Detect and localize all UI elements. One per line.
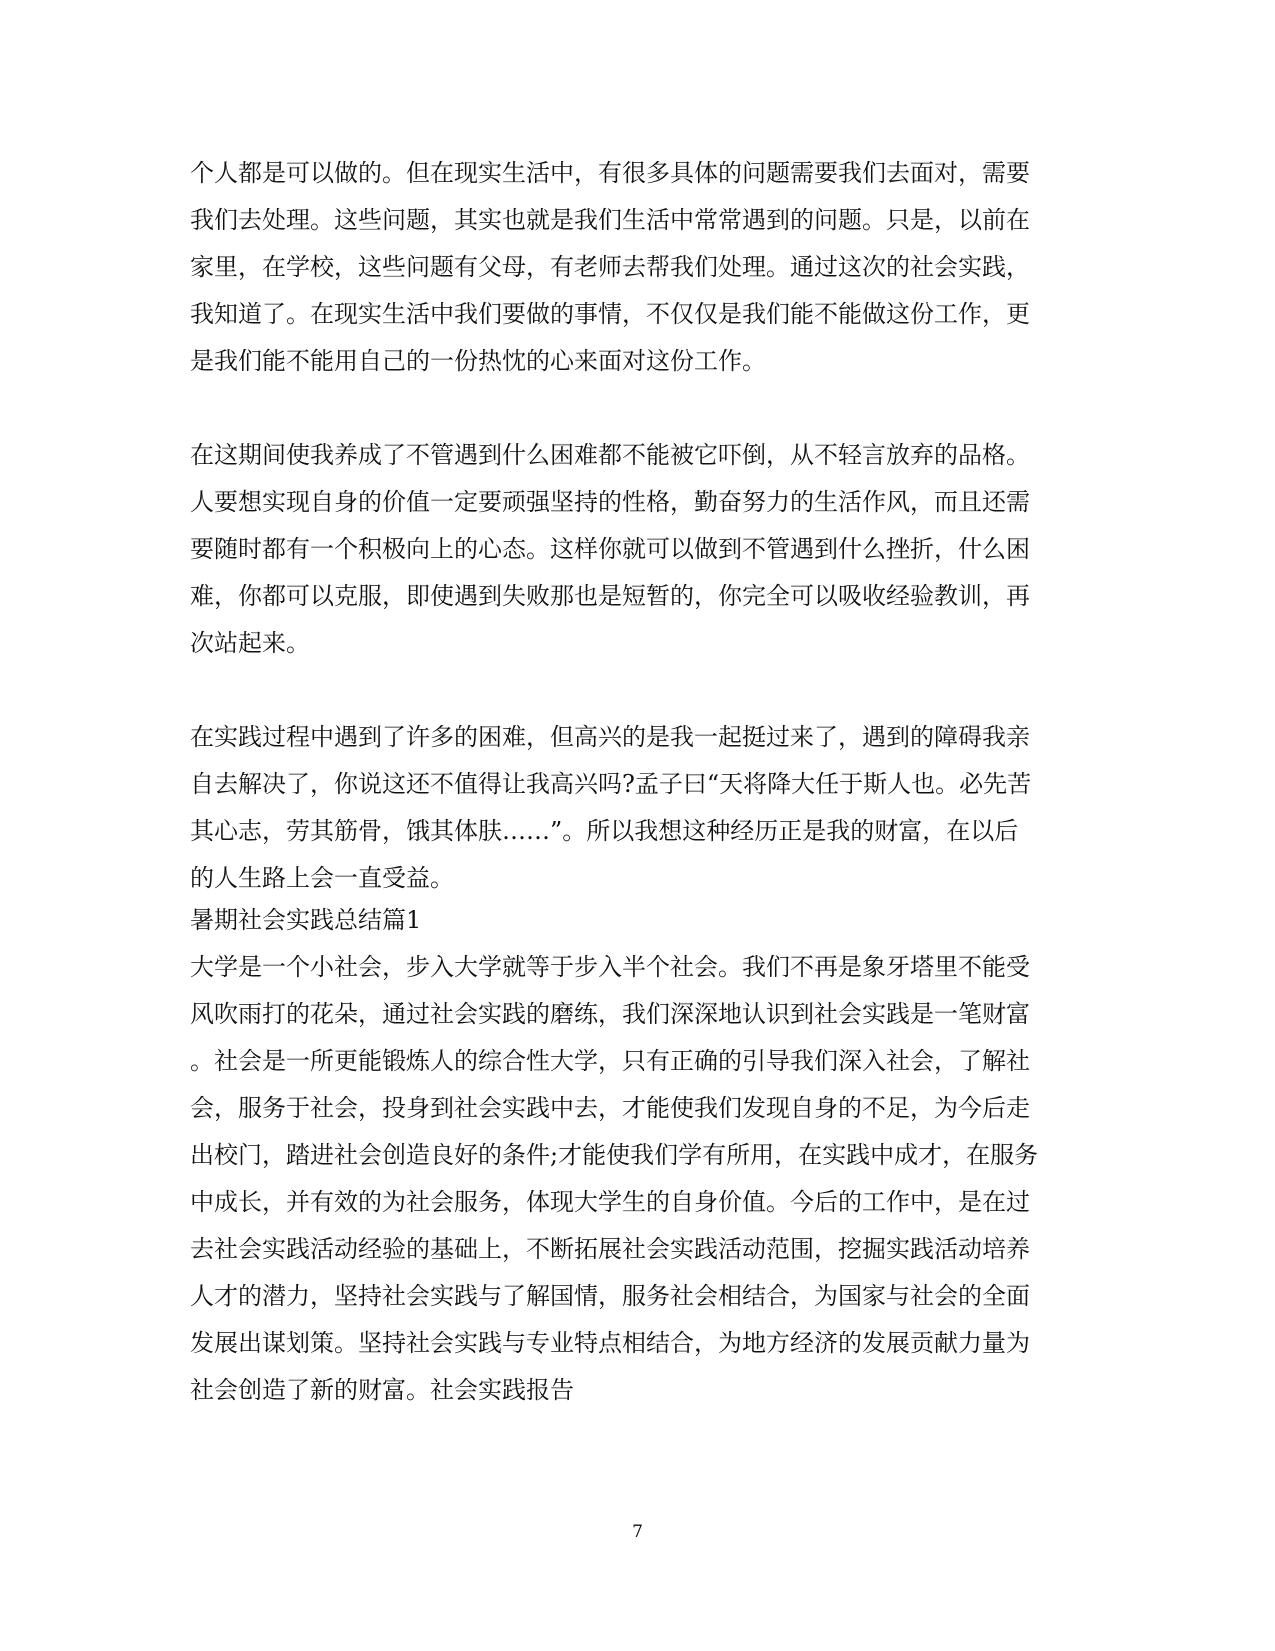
text-line: 个人都是可以做的。但在现实生活中，有很多具体的问题需要我们去面对，需要	[190, 159, 1030, 187]
text-line: 人才的潜力，坚持社会实践与了解国情，服务社会相结合，为国家与社会的全面	[190, 1282, 1030, 1310]
text-line: 大学是一个小社会，步入大学就等于步入半个社会。我们不再是象牙塔里不能受	[190, 953, 1030, 981]
text-line: 。社会是一所更能锻炼人的综合性大学，只有正确的引导我们深入社会，了解社	[190, 1047, 1030, 1075]
text-line: 难，你都可以克服，即使遇到失败那也是短暂的，你完全可以吸收经验教训，再	[190, 582, 1030, 610]
text-line: 次站起来。	[190, 629, 310, 657]
text-line: 其心志，劳其筋骨，饿其体肤……”。所以我想这种经历正是我的财富，在以后	[190, 817, 1019, 845]
text-line: 社会创造了新的财富。社会实践报告	[190, 1376, 574, 1404]
section-heading: 暑期社会实践总结篇1	[190, 906, 422, 934]
text-line: 在实践过程中遇到了许多的困难，但高兴的是我一起挺过来了，遇到的障碍我亲	[190, 723, 1030, 751]
text-line: 是我们能不能用自己的一份热忱的心来面对这份工作。	[190, 347, 766, 375]
text-line: 在这期间使我养成了不管遇到什么困难都不能被它吓倒，从不轻言放弃的品格。	[190, 441, 1030, 469]
text-line: 我知道了。在现实生活中我们要做的事情，不仅仅是我们能不能做这份工作，更	[190, 300, 1030, 328]
text-line: 的人生路上会一直受益。	[190, 864, 454, 892]
text-line: 去社会实践活动经验的基础上，不断拓展社会实践活动范围，挖掘实践活动培养	[190, 1235, 1030, 1263]
text-line: 发展出谋划策。坚持社会实践与专业特点相结合，为地方经济的发展贡献力量为	[190, 1329, 1030, 1357]
text-line: 自去解决了，你说这还不值得让我高兴吗?孟子曰“天将降大任于斯人也。必先苦	[190, 770, 1032, 798]
text-line: 要随时都有一个积极向上的心态。这样你就可以做到不管遇到什么挫折，什么困	[190, 535, 1030, 563]
text-line: 出校门，踏进社会创造良好的条件;才能使我们学有所用，在实践中成才，在服务	[190, 1141, 1039, 1169]
text-line: 我们去处理。这些问题，其实也就是我们生活中常常遇到的问题。只是，以前在	[190, 206, 1030, 234]
text-line: 中成长，并有效的为社会服务，体现大学生的自身价值。今后的工作中，是在过	[190, 1188, 1030, 1216]
text-line: 会，服务于社会，投身到社会实践中去，才能使我们发现自身的不足，为今后走	[190, 1094, 1030, 1122]
page-number: 7	[632, 1522, 643, 1542]
text-line: 家里，在学校，这些问题有父母，有老师去帮我们处理。通过这次的社会实践，	[190, 253, 1030, 281]
text-line: 风吹雨打的花朵，通过社会实践的磨练，我们深深地认识到社会实践是一笔财富	[190, 1000, 1030, 1028]
text-line: 人要想实现自身的价值一定要顽强坚持的性格，勤奋努力的生活作风，而且还需	[190, 488, 1030, 516]
